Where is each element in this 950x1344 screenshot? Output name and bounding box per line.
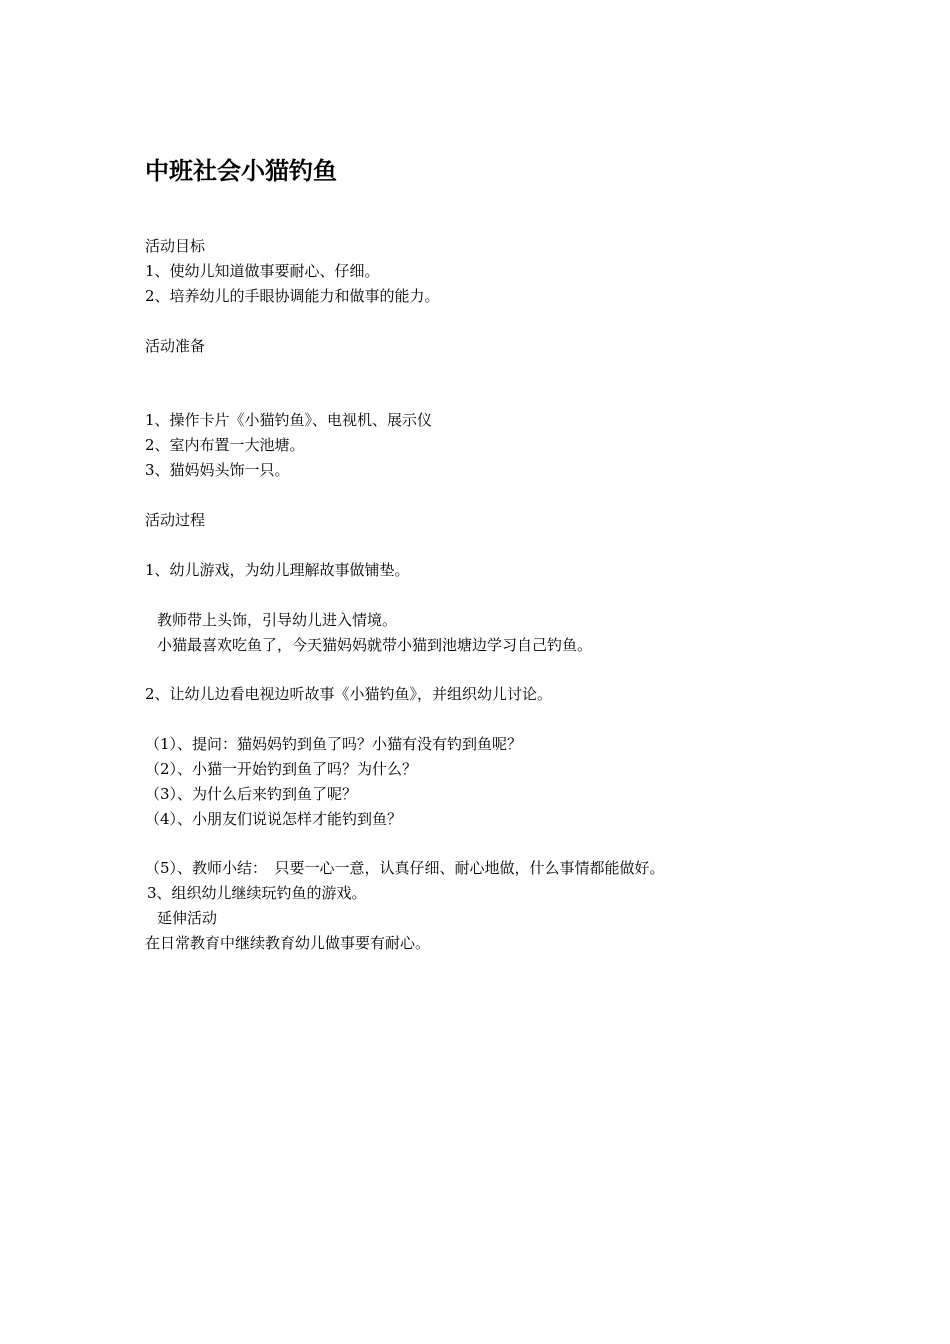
extension-heading: 延伸活动 (157, 909, 218, 927)
process-step-3: 3、组织幼儿继续玩钓鱼的游戏。 (147, 884, 367, 902)
prep-item: 2、室内布置一大池塘。 (145, 436, 305, 454)
question-item: （1）、提问：猫妈妈钓到鱼了吗？小猫有没有钓到鱼呢？ (145, 735, 523, 753)
goal-item: 2、培养幼儿的手眼协调能力和做事的能力。 (145, 287, 440, 305)
document-title: 中班社会小猫钓鱼 (145, 157, 337, 185)
prep-item: 1、操作卡片《小猫钓鱼》、电视机、展示仪 (145, 411, 433, 429)
teacher-summary: （5）、教师小结： 只要一心一意，认真仔细、耐心地做，什么事情都能做好。 (145, 859, 665, 877)
prep-item: 3、猫妈妈头饰一只。 (145, 461, 290, 479)
question-item: （4）、小朋友们说说怎样才能钓到鱼？ (145, 810, 403, 828)
step-1-detail: 教师带上头饰，引导幼儿进入情境。 (157, 611, 398, 629)
question-item: （3）、为什么后来钓到鱼了呢？ (145, 785, 358, 803)
goal-item: 1、使幼儿知道做事要耐心、仔细。 (145, 262, 380, 280)
step-1-detail: 小猫最喜欢吃鱼了，今天猫妈妈就带小猫到池塘边学习自己钓鱼。 (157, 636, 593, 654)
process-step-2: 2、让幼儿边看电视边听故事《小猫钓鱼》，并组织幼儿讨论。 (145, 685, 553, 703)
process-heading: 活动过程 (145, 511, 206, 529)
extension-text: 在日常教育中继续教育幼儿做事要有耐心。 (145, 934, 431, 952)
prep-heading: 活动准备 (145, 337, 206, 355)
question-item: （2）、小猫一开始钓到鱼了吗？为什么？ (145, 760, 418, 778)
goals-heading: 活动目标 (145, 237, 206, 255)
process-step-1: 1、幼儿游戏，为幼儿理解故事做铺垫。 (145, 561, 410, 579)
